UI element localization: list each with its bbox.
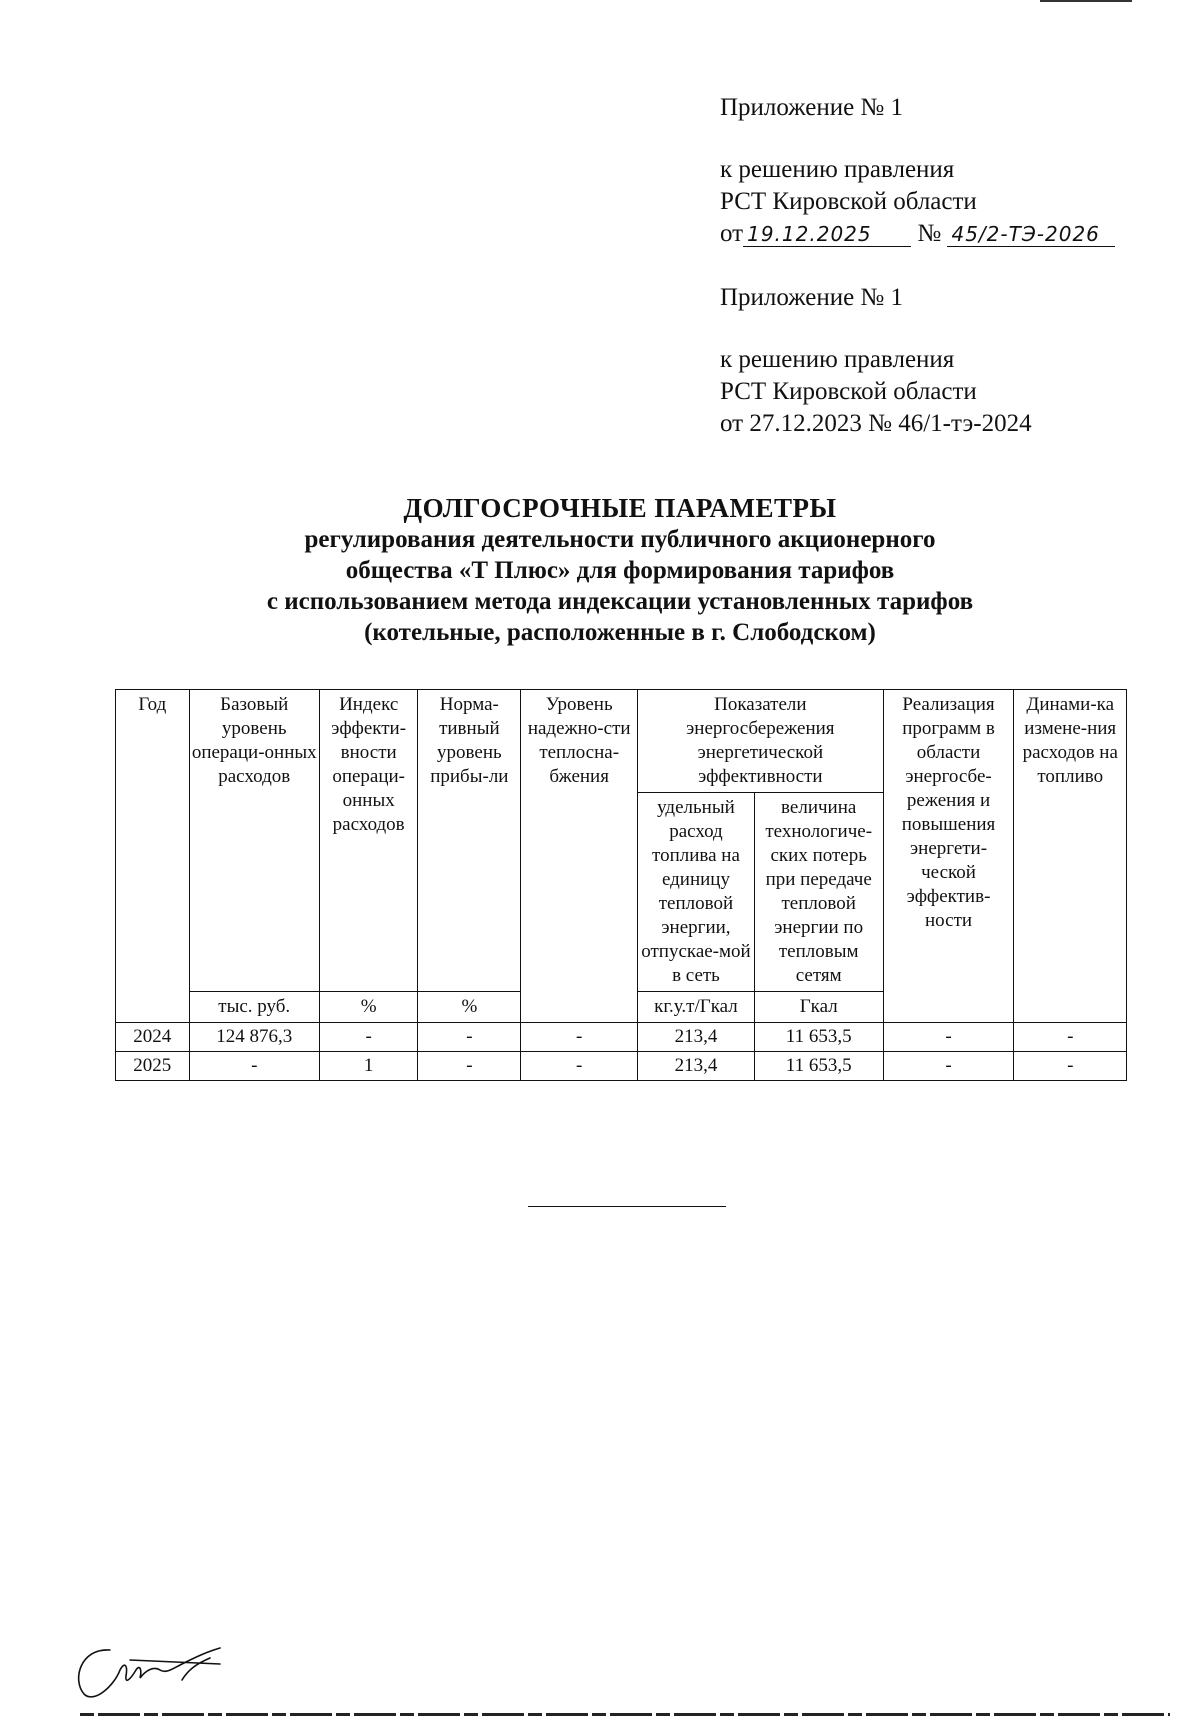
- unit-index: %: [319, 992, 418, 1023]
- cell-loss: 11 653,5: [754, 1023, 883, 1052]
- title-line: регулирования деятельности публичного акционерного: [304, 526, 936, 553]
- header-row: [116, 690, 1127, 793]
- decision-reference-old: [720, 344, 1032, 440]
- header-base-opex: Базовый уровень операци-онных расходов: [189, 690, 319, 992]
- end-divider: [528, 1206, 726, 1207]
- cell-loss: 11 653,5: [754, 1052, 883, 1081]
- title-line: (котельные, расположенные в г. Слободском): [364, 619, 876, 646]
- cell-norm: -: [418, 1023, 521, 1052]
- header-year: Год: [116, 690, 190, 1023]
- title-line: общества «Т Плюс» для формирования тарифов: [345, 557, 895, 584]
- cell-reliability: -: [521, 1052, 638, 1081]
- title-line: с использованием метода индексации установленных тарифов: [266, 588, 974, 615]
- authority-line: РСТ Кировской области: [720, 188, 977, 215]
- previous-decision-line: от 27.12.2023 № 46/1-тэ-2024: [720, 410, 1032, 437]
- number-prefix: №: [917, 220, 942, 247]
- cell-year: 2025: [116, 1052, 190, 1081]
- cell-fuel: 213,4: [638, 1052, 755, 1081]
- appendix-title: Приложение № 1: [720, 284, 904, 311]
- unit-fuel: кг.у.т/Гкал: [638, 992, 755, 1023]
- decision-line: к решению правления: [720, 156, 955, 183]
- header-energy-saving-group: Показатели энергосбережения энергетической эффективности: [638, 690, 883, 793]
- appendix-header-new: [720, 92, 903, 124]
- cell-index: -: [319, 1023, 418, 1052]
- header-heat-loss: величина технологиче-ских потерь при передаче тепловой энергии по тепловым сетям: [754, 793, 883, 992]
- decision-reference-new: [720, 154, 1115, 250]
- cell-base: -: [189, 1052, 319, 1081]
- header-efficiency-index: Индекс эффекти-вности операци-онных расходов: [319, 690, 418, 992]
- cell-base: 124 876,3: [189, 1023, 319, 1052]
- cell-dynamics: -: [1014, 1052, 1127, 1081]
- cell-norm: -: [418, 1052, 521, 1081]
- corner-mark: [1040, 0, 1132, 2]
- header-fuel-rate: удельный расход топлива на единицу тепловой энергии, отпускае-мой в сеть: [638, 793, 755, 992]
- cell-index: 1: [319, 1052, 418, 1081]
- appendix-header-old: [720, 282, 903, 314]
- table-row: [116, 1023, 1127, 1052]
- decision-line: к решению правления: [720, 346, 955, 373]
- cell-dynamics: -: [1014, 1023, 1127, 1052]
- unit-norm: %: [418, 992, 521, 1023]
- title-main: ДОЛГОСРОЧНЫЕ ПАРАМЕТРЫ: [403, 493, 837, 523]
- authority-line: РСТ Кировской области: [720, 378, 977, 405]
- cell-year: 2024: [116, 1023, 190, 1052]
- date-number-line: [720, 218, 1115, 250]
- header-programs: Реализация программ в области энергосбе-режения и повышения энергети-ческой эффектив-ности: [883, 690, 1014, 1023]
- cell-fuel: 213,4: [638, 1023, 755, 1052]
- handwritten-number: 45/2-ТЭ-2026: [947, 222, 1115, 247]
- header-fuel-dynamics: Динами-ка измене-ния расходов на топливо: [1014, 690, 1127, 1023]
- cell-reliability: -: [521, 1023, 638, 1052]
- appendix-title: Приложение № 1: [720, 94, 904, 121]
- table-row: [116, 1052, 1127, 1081]
- date-prefix: от: [720, 220, 744, 247]
- handwritten-date: 19.12.2025: [743, 222, 911, 247]
- unit-base: тыс. руб.: [189, 992, 319, 1023]
- cell-programs: -: [883, 1023, 1014, 1052]
- document-title: [100, 493, 1140, 648]
- parameters-table: [115, 689, 1127, 1081]
- unit-loss: Гкал: [754, 992, 883, 1023]
- header-reliability: Уровень надежно-сти теплосна-бжения: [521, 690, 638, 1023]
- header-profit-norm: Норма-тивный уровень прибы-ли: [418, 690, 521, 992]
- footer-strip: [80, 1713, 1170, 1716]
- signature-mark: [70, 1640, 240, 1710]
- cell-programs: -: [883, 1052, 1014, 1081]
